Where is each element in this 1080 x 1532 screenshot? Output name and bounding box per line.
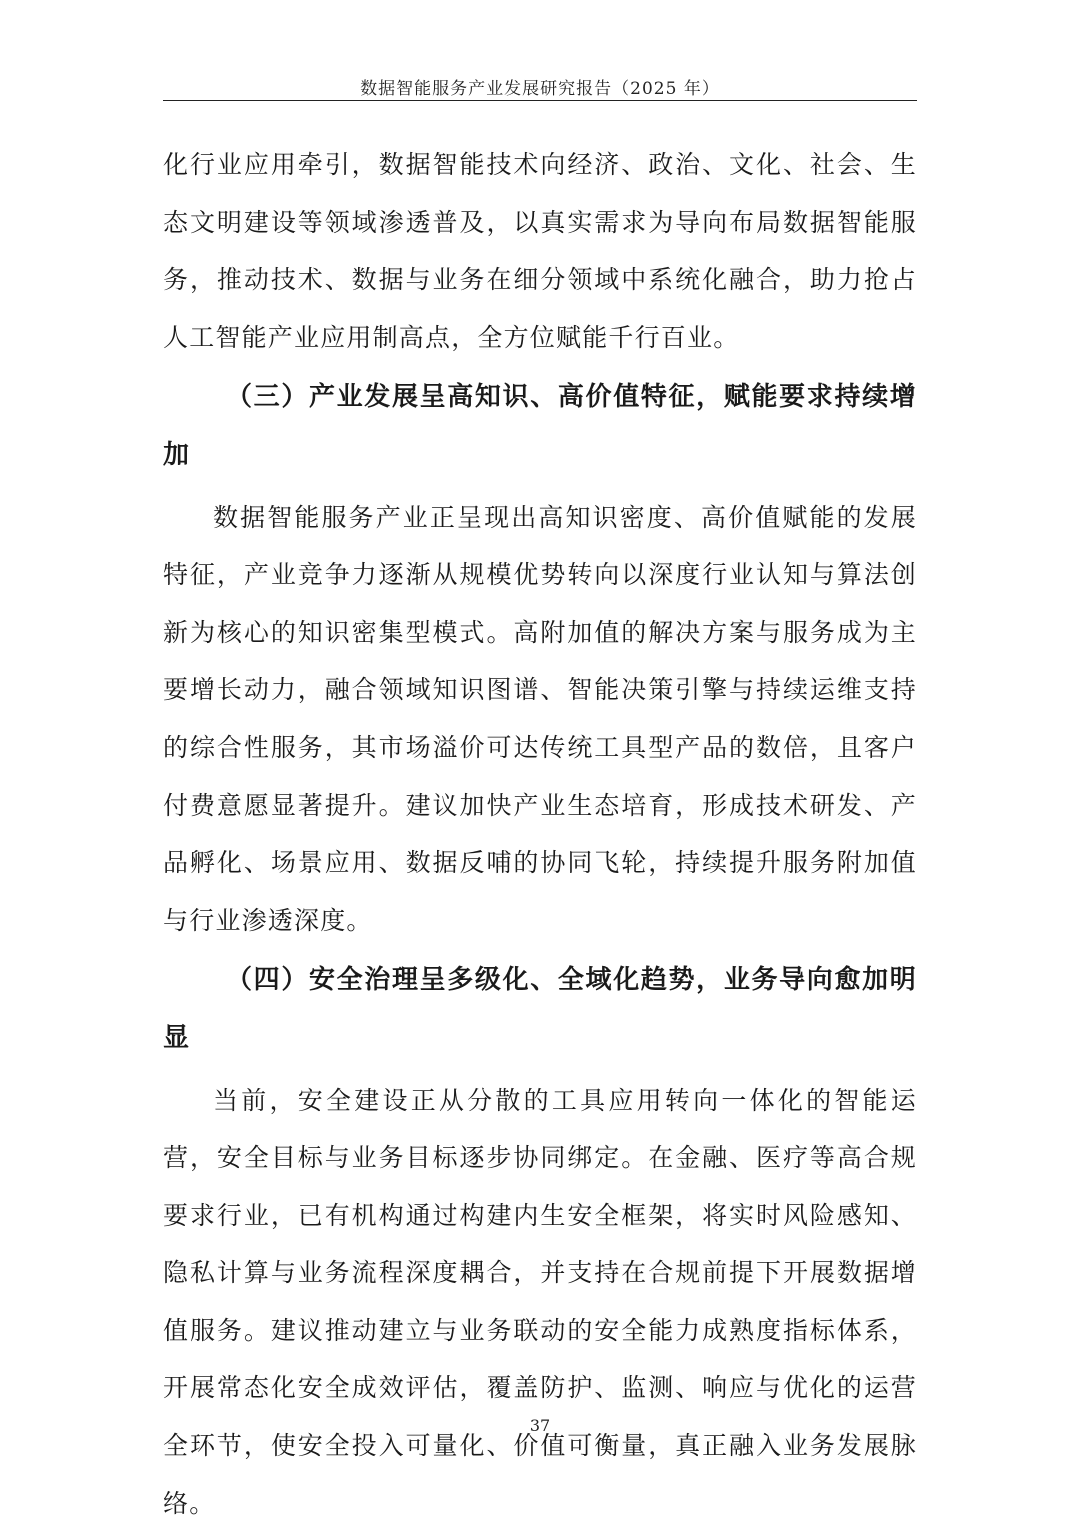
section-heading-4: （四）安全治理呈多级化、全域化趋势，业务导向愈加明显 (163, 952, 917, 1067)
paragraph-section-3: 数据智能服务产业正呈现出高知识密度、高价值赋能的发展特征，产业竞争力逐渐从规模优势转向以深度行业认知与算法创新为核心的知识密集型模式。高附加值的解决方案与服务成为主要增长动力，融合领域知识图谱、智能决策引擎与持续运维支持的综合性服务，其市场溢价可达传统工具型产品的数倍，且客户付费意愿显著提升。建议加快产业生态培育，形成技术研发、产品孵化、场景应用、数据反哺的协同飞轮，持续提升服务附加值与行业渗透深度。 (163, 489, 917, 950)
section-heading-3: （三）产业发展呈高知识、高价值特征，赋能要求持续增加 (163, 369, 917, 484)
paragraph-continued: 化行业应用牵引，数据智能技术向经济、政治、文化、社会、生态文明建设等领域渗透普及，以真实需求为导向布局数据智能服务，推动技术、数据与业务在细分领域中系统化融合，助力抢占人工智能产业应用制高点，全方位赋能千行百业。 (163, 136, 917, 366)
page-number: 37 (0, 1416, 1080, 1435)
paragraph-section-4: 当前，安全建设正从分散的工具应用转向一体化的智能运营，安全目标与业务目标逐步协同绑定。在金融、医疗等高合规要求行业，已有机构通过构建内生安全框架，将实时风险感知、隐私计算与业务流程深度耦合，并支持在合规前提下开展数据增值服务。建议推动建立与业务联动的安全能力成熟度指标体系，开展常态化安全成效评估，覆盖防护、监测、响应与优化的运营全环节，使安全投入可量化、价值可衡量，真正融入业务发展脉络。 (163, 1072, 917, 1532)
page-body (163, 136, 917, 1532)
running-header: 数据智能服务产业发展研究报告（2025 年） (163, 74, 917, 99)
header-rule (163, 100, 917, 101)
